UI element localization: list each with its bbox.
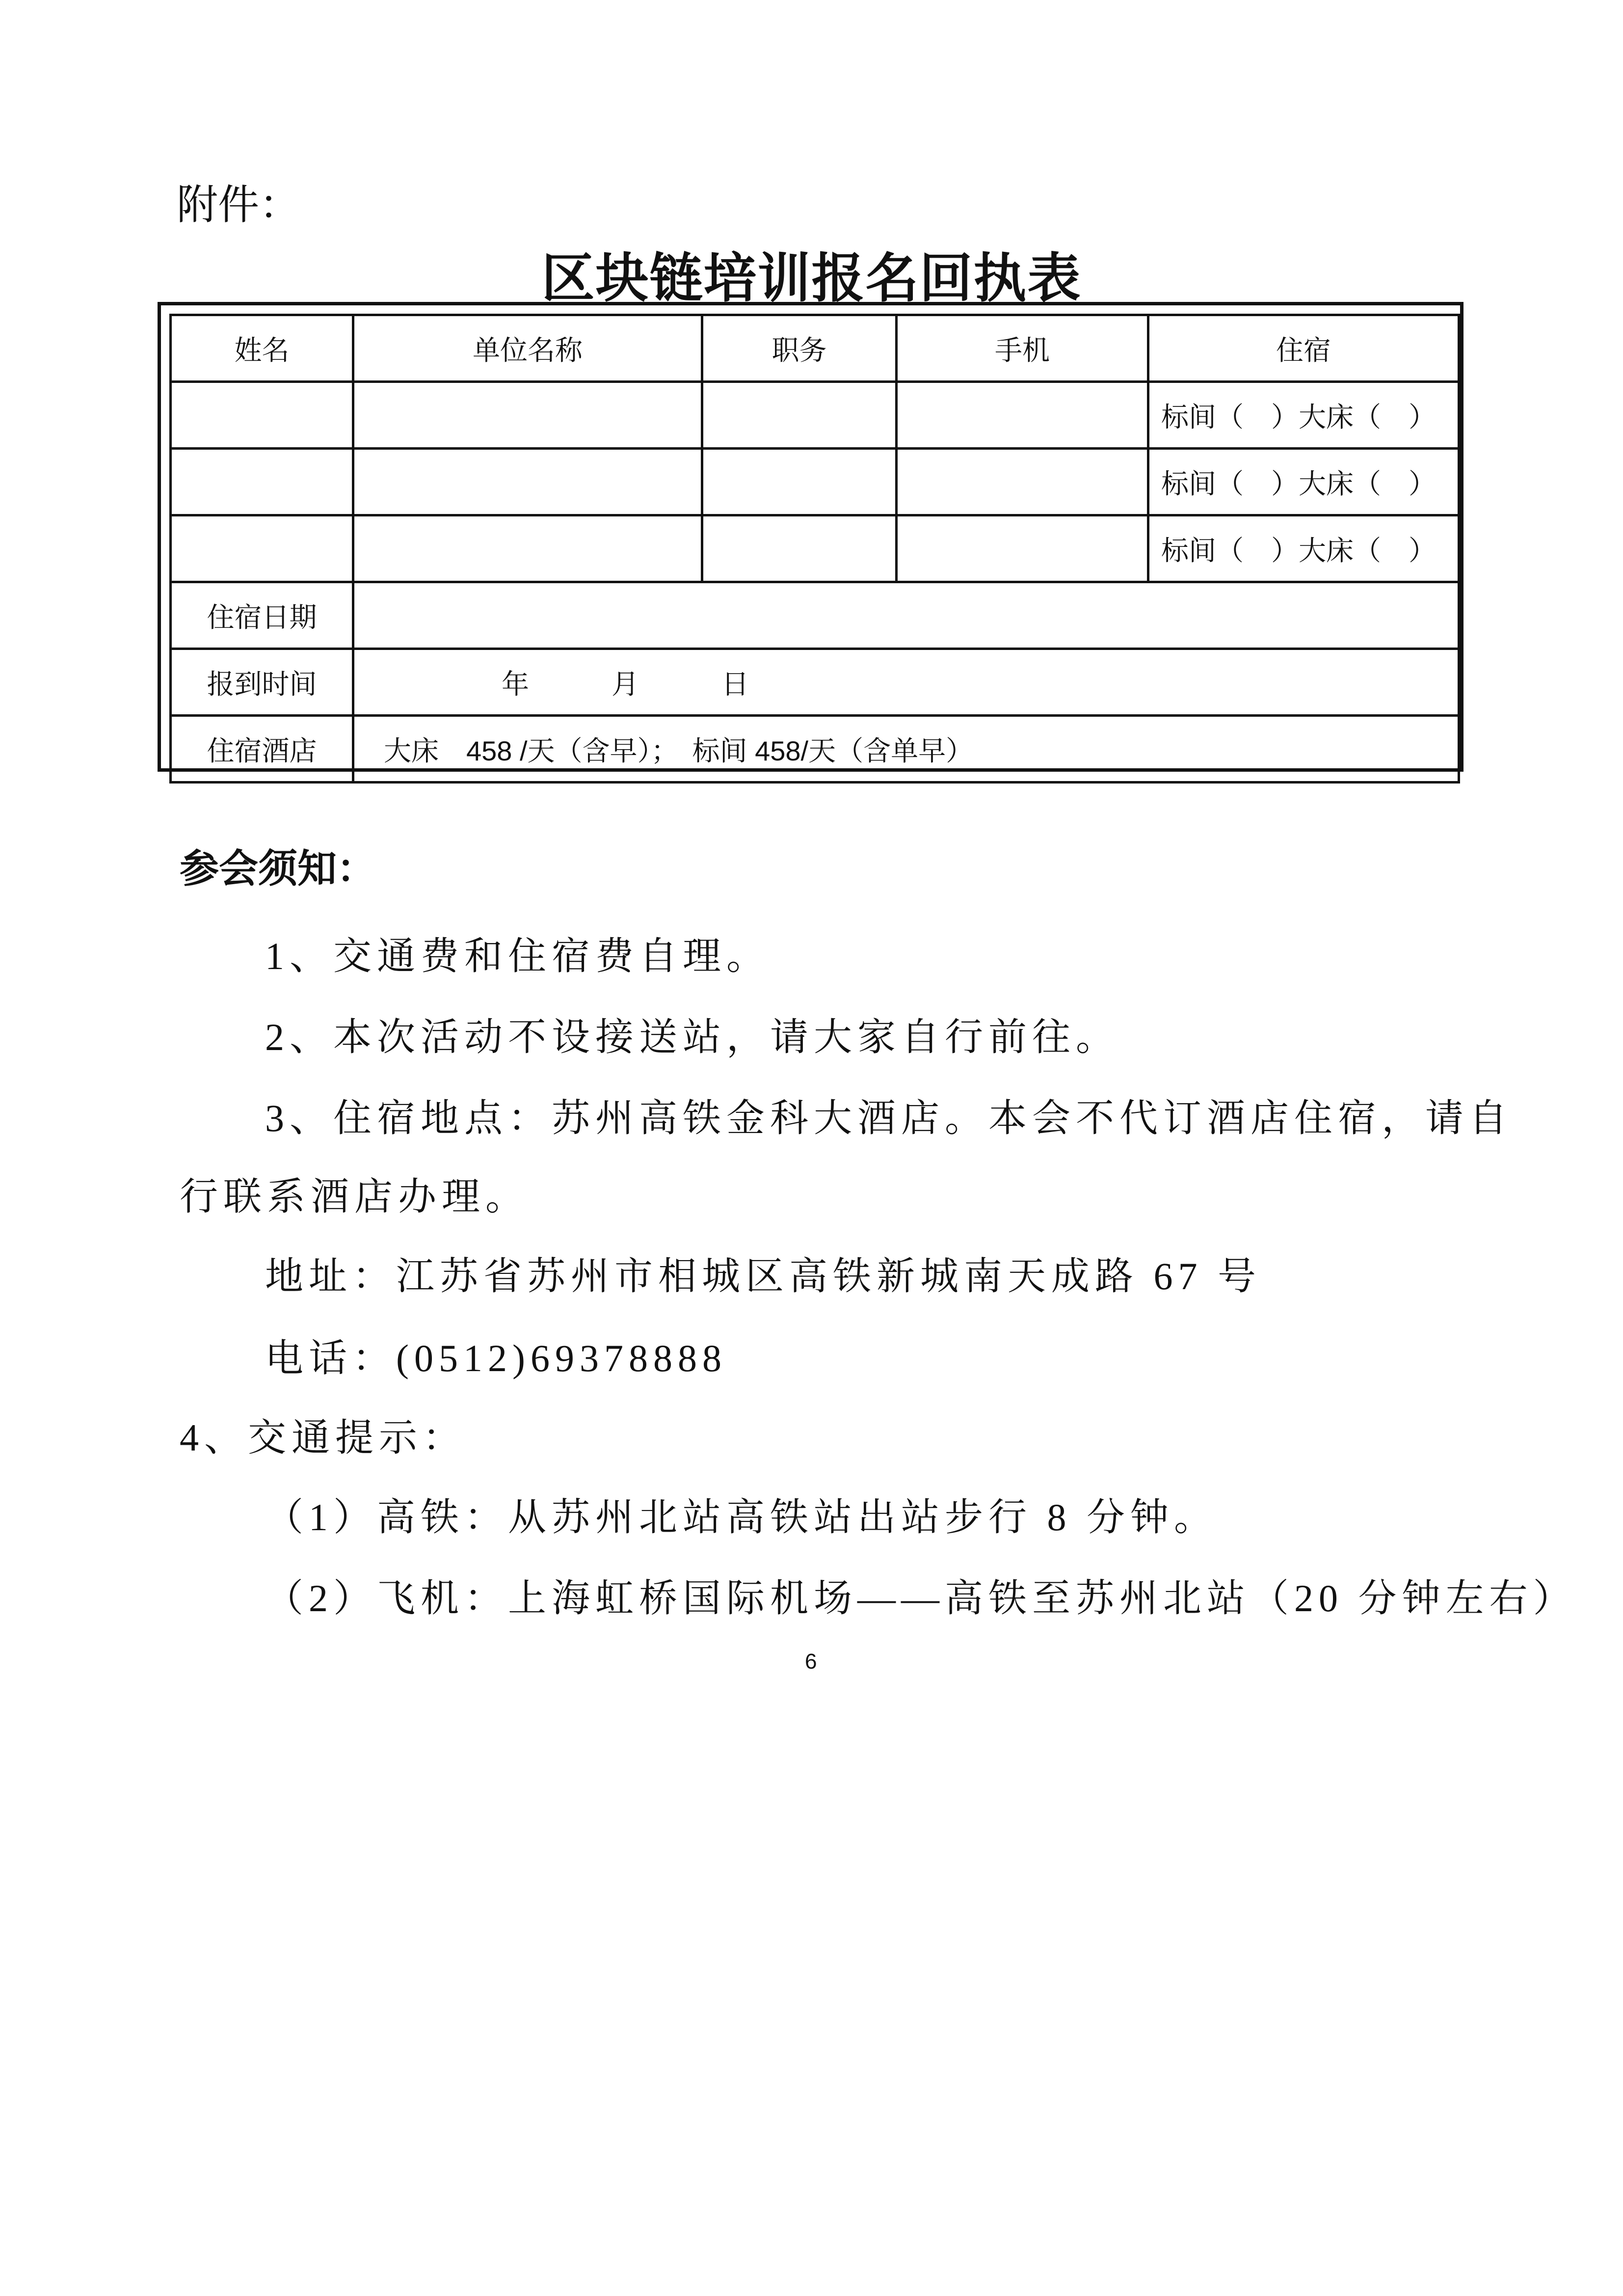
name-cell[interactable] xyxy=(171,515,353,582)
position-cell[interactable] xyxy=(702,449,897,515)
checkin-row xyxy=(171,649,1459,716)
checkin-label: 报到时间 xyxy=(171,649,353,716)
note-line: 3、住宿地点：苏州高铁金科大酒店。本会不代订酒店住宿，请自 xyxy=(265,1097,1513,1139)
lodging-cell[interactable]: 标间（ ）大床（ ） xyxy=(1148,515,1459,582)
lodging-date-label: 住宿日期 xyxy=(171,582,353,649)
name-cell[interactable] xyxy=(171,382,353,449)
note-line: 4、交通提示： xyxy=(180,1416,467,1459)
notes-title: 参会须知： xyxy=(180,847,376,891)
page-number: 6 xyxy=(805,1649,817,1674)
note-line: 地址：江苏省苏州市相城区高铁新城南天成路 67 号 xyxy=(265,1255,1262,1297)
table-header-row xyxy=(171,315,1459,382)
position-cell[interactable] xyxy=(702,382,897,449)
mobile-cell[interactable] xyxy=(897,449,1148,515)
lodging-cell[interactable]: 标间（ ）大床（ ） xyxy=(1148,382,1459,449)
table-row xyxy=(171,382,1459,449)
form-title: 区块链培训报名回执表 xyxy=(541,248,1082,308)
lodging-cell[interactable]: 标间（ ）大床（ ） xyxy=(1148,449,1459,515)
checkin-cell[interactable]: 年 月 日 xyxy=(353,649,1459,716)
lodging-date-row xyxy=(171,582,1459,649)
organization-cell[interactable] xyxy=(353,449,702,515)
table-row xyxy=(171,449,1459,515)
hotel-label: 住宿酒店 xyxy=(171,716,353,783)
name-cell[interactable] xyxy=(171,449,353,515)
position-cell[interactable] xyxy=(702,515,897,582)
note-line: （1）高铁：从苏州北站高铁站出站步行 8 分钟。 xyxy=(265,1496,1218,1539)
table-row xyxy=(171,515,1459,582)
lodging-date-cell[interactable] xyxy=(353,582,1459,649)
registration-table xyxy=(169,314,1460,783)
note-line: 电话：(0512)69378888 xyxy=(265,1337,727,1379)
hotel-row xyxy=(171,716,1459,783)
header-position: 职务 xyxy=(702,315,897,382)
header-organization: 单位名称 xyxy=(353,315,702,382)
header-mobile: 手机 xyxy=(897,315,1148,382)
note-line: 行联系酒店办理。 xyxy=(180,1175,530,1218)
note-line: 1、交通费和住宿费自理。 xyxy=(265,935,771,977)
organization-cell[interactable] xyxy=(353,382,702,449)
attachment-label: 附件： xyxy=(177,182,301,228)
note-line: 2、本次活动不设接送站，请大家自行前往。 xyxy=(265,1016,1120,1058)
mobile-cell[interactable] xyxy=(897,515,1148,582)
header-lodging: 住宿 xyxy=(1148,315,1459,382)
organization-cell[interactable] xyxy=(353,515,702,582)
hotel-cell: 大床 458 /天（含早）； 标间 458/天（含单早） xyxy=(353,716,1459,783)
note-line: （2）飞机：上海虹桥国际机场——高铁至苏州北站（20 分钟左右） xyxy=(265,1577,1577,1620)
mobile-cell[interactable] xyxy=(897,382,1148,449)
header-name: 姓名 xyxy=(171,315,353,382)
